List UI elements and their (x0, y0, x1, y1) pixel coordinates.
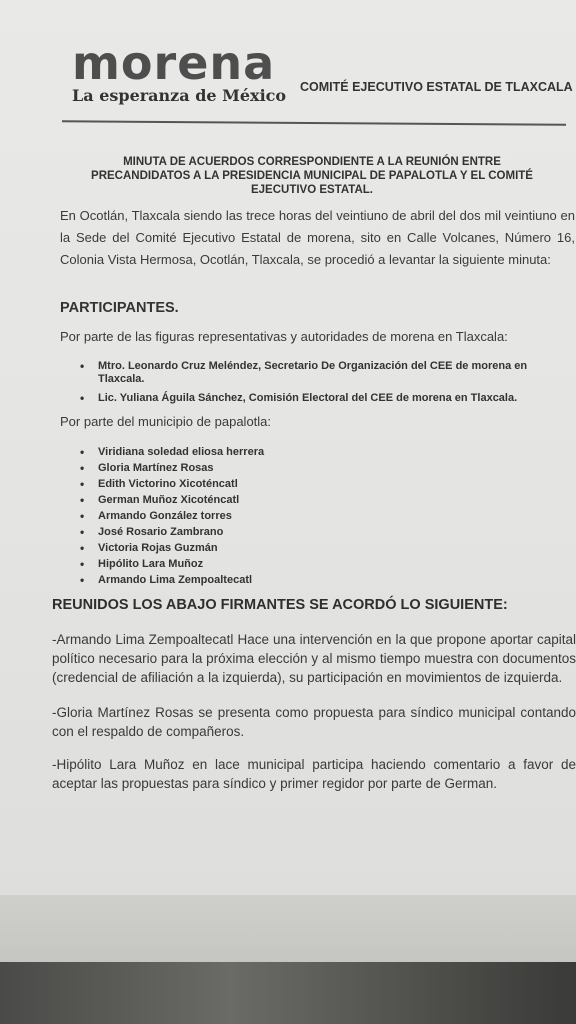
committee-name: COMITÉ EJECUTIVO ESTATAL DE TLAXCALA (300, 80, 573, 94)
morena-logo (72, 36, 287, 105)
authorities-intro: Por parte de las figuras representativas y autoridades de morena en Tlaxcala: (60, 329, 508, 344)
title-line: PRECANDIDATOS A LA PRESIDENCIA MUNICIPAL DE PAPALOTLA Y EL COMITÉ (91, 170, 533, 182)
municipality-list (76, 444, 376, 588)
authorities-list (76, 360, 566, 411)
logo-tagline: La esperanza de México (72, 86, 287, 105)
document-title (62, 155, 562, 197)
agreement-paragraph: -Hipólito Lara Muñoz en lace municipal participa haciendo comentario a favor de aceptar las propuestas para síndico y primer regidor por parte de German. (52, 757, 576, 791)
participants-heading: PARTICIPANTES. (60, 300, 179, 316)
list-item: • Mtro. Leonardo Cruz Meléndez, Secretario De Organización del CEE de morena en Tlaxcala. (76, 360, 566, 386)
list-item: • Victoria Rojas Guzmán (76, 540, 376, 556)
background-surface (0, 962, 576, 1024)
header-divider (62, 120, 566, 126)
intro-paragraph: En Ocotlán, Tlaxcala siendo las trece horas del veintiuno de abril del dos mil veintiuno en la Sede del Comité Ejecutivo Estatal de morena, sito en Calle Volcanes, Número 16, Colonia Vista Hermosa, Ocotlán, Tlaxcala, se procedió a levantar la siguiente minuta: (60, 208, 575, 267)
list-item: • Hipólito Lara Muñoz (76, 556, 376, 572)
agreement-paragraph: -Armando Lima Zempoaltecatl Hace una intervención en la que propone aportar capital político necesario para la próxima elección y al mismo tiempo muestra con documentos (credencial de afiliación a la izquierda), su participación en movimientos de izquierda. (52, 632, 576, 685)
list-item: • Lic. Yuliana Águila Sánchez, Comisión Electoral del CEE de morena en Tlaxcala. (76, 392, 566, 405)
title-line: EJECUTIVO ESTATAL. (250, 184, 374, 196)
title-line: MINUTA DE ACUERDOS CORRESPONDIENTE A LA REUNIÓN ENTRE (123, 156, 501, 168)
list-item: • German Muñoz Xicoténcatl (76, 492, 376, 508)
agreements-heading: REUNIDOS LOS ABAJO FIRMANTES SE ACORDÓ LO SIGUIENTE: (52, 597, 508, 613)
underlying-page (0, 895, 576, 970)
agreement-paragraph: -Gloria Martínez Rosas se presenta como propuesta para síndico municipal contando con el respaldo de compañeros. (52, 705, 576, 739)
list-item: • Armando González torres (76, 508, 376, 524)
logo-wordmark: morena (72, 36, 276, 90)
list-item: • Edith Victorino Xicoténcatl (76, 476, 376, 492)
municipality-intro: Por parte del municipio de papalotla: (60, 414, 272, 429)
list-item: • José Rosario Zambrano (76, 524, 376, 540)
list-item: • Armando Lima Zempoaltecatl (76, 572, 376, 588)
list-item: • Gloria Martínez Rosas (76, 460, 376, 476)
list-item: • Viridiana soledad eliosa herrera (76, 444, 376, 460)
